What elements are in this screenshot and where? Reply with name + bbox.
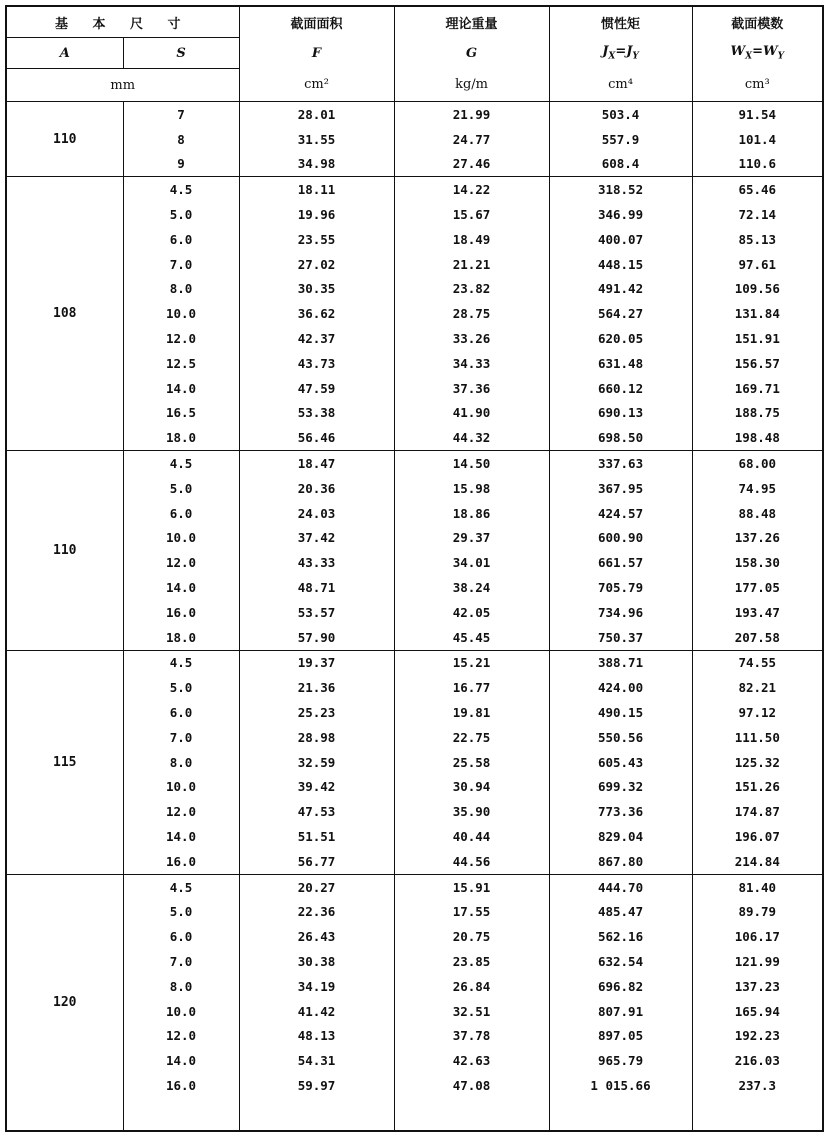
modulus-unit: cm³: [692, 69, 823, 102]
modulus-cell: 193.47: [692, 600, 823, 625]
table-row: [6, 177, 823, 202]
s-cell: 18.0: [123, 425, 239, 450]
modulus-cell: 151.91: [692, 326, 823, 351]
weight-title: 理论重量: [394, 6, 549, 38]
inertia-cell: 557.9: [549, 127, 692, 152]
s-cell: 9: [123, 152, 239, 177]
table-row: [6, 799, 823, 824]
weight-cell: 38.24: [394, 575, 549, 600]
area-cell: 23.55: [239, 227, 394, 252]
modulus-cell: 188.75: [692, 401, 823, 426]
modulus-cell: 109.56: [692, 277, 823, 302]
s-cell: 10.0: [123, 301, 239, 326]
modulus-cell: 121.99: [692, 949, 823, 974]
s-cell: 16.0: [123, 600, 239, 625]
weight-cell: 42.05: [394, 600, 549, 625]
modulus-cell: 137.26: [692, 526, 823, 551]
s-cell: 5.0: [123, 202, 239, 227]
area-cell: 21.36: [239, 675, 394, 700]
inertia-cell: 660.12: [549, 376, 692, 401]
area-cell: 28.98: [239, 725, 394, 750]
section-properties-table: [5, 5, 824, 1132]
area-cell: 54.31: [239, 1048, 394, 1073]
table-row: [6, 202, 823, 227]
modulus-cell: 151.26: [692, 775, 823, 800]
table-row: [6, 127, 823, 152]
weight-cell: 15.67: [394, 202, 549, 227]
area-cell: 28.01: [239, 102, 394, 127]
table-row: [6, 824, 823, 849]
a-group-cell: 108: [6, 177, 123, 451]
s-cell: 12.0: [123, 1023, 239, 1048]
modulus-cell: 91.54: [692, 102, 823, 127]
inertia-cell: 337.63: [549, 451, 692, 476]
inertia-symbol: $J_X=J_Y$: [549, 38, 692, 69]
area-symbol: F: [239, 38, 394, 69]
s-cell: 7.0: [123, 725, 239, 750]
s-cell: 10.0: [123, 526, 239, 551]
weight-cell: 29.37: [394, 526, 549, 551]
inertia-unit: cm⁴: [549, 69, 692, 102]
area-cell: 32.59: [239, 750, 394, 775]
weight-cell: 25.58: [394, 750, 549, 775]
table-row: [6, 750, 823, 775]
s-cell: 5.0: [123, 900, 239, 925]
s-cell: 16.0: [123, 1073, 239, 1098]
weight-cell: 45.45: [394, 625, 549, 650]
modulus-cell: 74.55: [692, 650, 823, 675]
area-cell: 48.13: [239, 1023, 394, 1048]
weight-cell: 34.01: [394, 550, 549, 575]
area-cell: 18.11: [239, 177, 394, 202]
weight-cell: 18.49: [394, 227, 549, 252]
modulus-cell: 169.71: [692, 376, 823, 401]
weight-cell: 16.77: [394, 675, 549, 700]
area-cell: 42.37: [239, 326, 394, 351]
table-row: [6, 425, 823, 450]
s-cell: 10.0: [123, 775, 239, 800]
table-row: [6, 152, 823, 177]
basic-dimensions-header: 基 本 尺 寸: [6, 6, 239, 38]
inertia-cell: 690.13: [549, 401, 692, 426]
s-cell: 5.0: [123, 476, 239, 501]
area-cell: 48.71: [239, 575, 394, 600]
area-cell: 34.19: [239, 974, 394, 999]
modulus-cell: 137.23: [692, 974, 823, 999]
area-cell: 30.35: [239, 277, 394, 302]
s-cell: 14.0: [123, 1048, 239, 1073]
inertia-cell: 661.57: [549, 550, 692, 575]
s-cell: 4.5: [123, 177, 239, 202]
table-row: [6, 1048, 823, 1073]
s-cell: 12.5: [123, 351, 239, 376]
inertia-cell: 550.56: [549, 725, 692, 750]
table-row: [6, 351, 823, 376]
inertia-cell: 448.15: [549, 252, 692, 277]
weight-symbol: G: [394, 38, 549, 69]
s-cell: 14.0: [123, 824, 239, 849]
weight-cell: 21.21: [394, 252, 549, 277]
modulus-cell: 111.50: [692, 725, 823, 750]
inertia-cell: 696.82: [549, 974, 692, 999]
area-cell: 19.37: [239, 650, 394, 675]
s-cell: 12.0: [123, 550, 239, 575]
area-cell: 34.98: [239, 152, 394, 177]
blank-cell: [692, 1098, 823, 1131]
s-cell: 8: [123, 127, 239, 152]
weight-cell: 37.78: [394, 1023, 549, 1048]
inertia-cell: 631.48: [549, 351, 692, 376]
weight-cell: 30.94: [394, 775, 549, 800]
table-row: [6, 974, 823, 999]
inertia-cell: 705.79: [549, 575, 692, 600]
inertia-cell: 699.32: [549, 775, 692, 800]
modulus-cell: 131.84: [692, 301, 823, 326]
s-cell: 4.5: [123, 874, 239, 899]
area-cell: 39.42: [239, 775, 394, 800]
modulus-cell: 106.17: [692, 924, 823, 949]
modulus-cell: 214.84: [692, 849, 823, 874]
table-row: [6, 949, 823, 974]
modulus-cell: 89.79: [692, 900, 823, 925]
modulus-cell: 85.13: [692, 227, 823, 252]
weight-cell: 20.75: [394, 924, 549, 949]
section-properties-table-wrapper: [5, 5, 822, 1132]
area-cell: 56.46: [239, 425, 394, 450]
area-cell: 25.23: [239, 700, 394, 725]
area-cell: 59.97: [239, 1073, 394, 1098]
weight-cell: 32.51: [394, 999, 549, 1024]
inertia-cell: 773.36: [549, 799, 692, 824]
area-cell: 41.42: [239, 999, 394, 1024]
inertia-cell: 897.05: [549, 1023, 692, 1048]
inertia-cell: 965.79: [549, 1048, 692, 1073]
table-row: [6, 924, 823, 949]
weight-cell: 14.50: [394, 451, 549, 476]
table-row: [6, 401, 823, 426]
blank-cell: [123, 1098, 239, 1131]
inertia-title: 惯性矩: [549, 6, 692, 38]
area-cell: 27.02: [239, 252, 394, 277]
area-cell: 20.36: [239, 476, 394, 501]
inertia-cell: 346.99: [549, 202, 692, 227]
table-row: [6, 476, 823, 501]
modulus-symbol: $W_X=W_Y$: [692, 38, 823, 69]
table-row: [6, 725, 823, 750]
modulus-title: 截面模数: [692, 6, 823, 38]
a-group-cell: 110: [6, 102, 123, 177]
s-cell: 6.0: [123, 501, 239, 526]
table-body: [6, 102, 823, 1131]
area-cell: 26.43: [239, 924, 394, 949]
inertia-cell: 491.42: [549, 277, 692, 302]
inertia-cell: 318.52: [549, 177, 692, 202]
area-title: 截面面积: [239, 6, 394, 38]
modulus-cell: 165.94: [692, 999, 823, 1024]
modulus-cell: 65.46: [692, 177, 823, 202]
weight-cell: 17.55: [394, 900, 549, 925]
weight-cell: 14.22: [394, 177, 549, 202]
s-cell: 6.0: [123, 227, 239, 252]
modulus-cell: 125.32: [692, 750, 823, 775]
blank-cell: [394, 1098, 549, 1131]
s-cell: 4.5: [123, 650, 239, 675]
area-cell: 47.59: [239, 376, 394, 401]
modulus-cell: 158.30: [692, 550, 823, 575]
table-row: [6, 775, 823, 800]
table-row: [6, 376, 823, 401]
area-cell: 36.62: [239, 301, 394, 326]
table-row: [6, 650, 823, 675]
inertia-cell: 564.27: [549, 301, 692, 326]
inertia-cell: 388.71: [549, 650, 692, 675]
weight-cell: 44.32: [394, 425, 549, 450]
s-cell: 14.0: [123, 376, 239, 401]
s-cell: 7: [123, 102, 239, 127]
weight-cell: 34.33: [394, 351, 549, 376]
weight-cell: 37.36: [394, 376, 549, 401]
table-row: [6, 227, 823, 252]
modulus-cell: 88.48: [692, 501, 823, 526]
table-row: [6, 874, 823, 899]
area-cell: 37.42: [239, 526, 394, 551]
weight-cell: 41.90: [394, 401, 549, 426]
s-cell: 4.5: [123, 451, 239, 476]
inertia-cell: 367.95: [549, 476, 692, 501]
area-cell: 19.96: [239, 202, 394, 227]
table-row: [6, 700, 823, 725]
s-cell: 12.0: [123, 799, 239, 824]
modulus-cell: 216.03: [692, 1048, 823, 1073]
weight-cell: 28.75: [394, 301, 549, 326]
table-row: [6, 277, 823, 302]
weight-cell: 19.81: [394, 700, 549, 725]
area-cell: 53.57: [239, 600, 394, 625]
s-cell: 16.5: [123, 401, 239, 426]
area-cell: 47.53: [239, 799, 394, 824]
s-cell: 7.0: [123, 252, 239, 277]
modulus-cell: 101.4: [692, 127, 823, 152]
weight-cell: 23.82: [394, 277, 549, 302]
inertia-cell: 734.96: [549, 600, 692, 625]
a-group-cell: 120: [6, 874, 123, 1131]
blank-cell: [239, 1098, 394, 1131]
weight-cell: 44.56: [394, 849, 549, 874]
table-row: [6, 326, 823, 351]
table-row: [6, 675, 823, 700]
s-cell: 16.0: [123, 849, 239, 874]
area-cell: 57.90: [239, 625, 394, 650]
table-row: [6, 999, 823, 1024]
table-row: [6, 600, 823, 625]
inertia-cell: 632.54: [549, 949, 692, 974]
inertia-cell: 444.70: [549, 874, 692, 899]
inertia-cell: 750.37: [549, 625, 692, 650]
a-group-cell: 115: [6, 650, 123, 874]
table-row-blank: [6, 1098, 823, 1131]
table-row: [6, 550, 823, 575]
modulus-cell: 156.57: [692, 351, 823, 376]
a-group-cell: 110: [6, 451, 123, 650]
inertia-cell: 829.04: [549, 824, 692, 849]
area-cell: 31.55: [239, 127, 394, 152]
weight-cell: 33.26: [394, 326, 549, 351]
weight-cell: 15.21: [394, 650, 549, 675]
inertia-cell: 503.4: [549, 102, 692, 127]
inertia-cell: 605.43: [549, 750, 692, 775]
s-cell: 18.0: [123, 625, 239, 650]
area-cell: 43.33: [239, 550, 394, 575]
inertia-cell: 485.47: [549, 900, 692, 925]
weight-cell: 21.99: [394, 102, 549, 127]
s-cell: 6.0: [123, 924, 239, 949]
inertia-cell: 698.50: [549, 425, 692, 450]
s-cell: 8.0: [123, 750, 239, 775]
modulus-cell: 110.6: [692, 152, 823, 177]
weight-unit: kg/m: [394, 69, 549, 102]
inertia-cell: 608.4: [549, 152, 692, 177]
inertia-cell: 867.80: [549, 849, 692, 874]
weight-cell: 22.75: [394, 725, 549, 750]
weight-cell: 27.46: [394, 152, 549, 177]
s-cell: 10.0: [123, 999, 239, 1024]
table-row: [6, 451, 823, 476]
inertia-cell: 424.00: [549, 675, 692, 700]
table-row: [6, 102, 823, 127]
inertia-cell: 1 015.66: [549, 1073, 692, 1098]
modulus-cell: 198.48: [692, 425, 823, 450]
weight-cell: 42.63: [394, 1048, 549, 1073]
inertia-cell: 490.15: [549, 700, 692, 725]
table-row: [6, 849, 823, 874]
modulus-cell: 97.12: [692, 700, 823, 725]
area-cell: 30.38: [239, 949, 394, 974]
blank-cell: [549, 1098, 692, 1131]
modulus-cell: 72.14: [692, 202, 823, 227]
inertia-cell: 600.90: [549, 526, 692, 551]
table-row: [6, 1023, 823, 1048]
weight-cell: 24.77: [394, 127, 549, 152]
modulus-cell: 207.58: [692, 625, 823, 650]
area-cell: 24.03: [239, 501, 394, 526]
col-s-header: S: [123, 38, 239, 69]
inertia-cell: 562.16: [549, 924, 692, 949]
area-cell: 22.36: [239, 900, 394, 925]
s-cell: 8.0: [123, 974, 239, 999]
modulus-cell: 196.07: [692, 824, 823, 849]
inertia-cell: 400.07: [549, 227, 692, 252]
table-row: [6, 575, 823, 600]
s-cell: 12.0: [123, 326, 239, 351]
table-row: [6, 301, 823, 326]
area-cell: 56.77: [239, 849, 394, 874]
modulus-cell: 177.05: [692, 575, 823, 600]
modulus-cell: 97.61: [692, 252, 823, 277]
table-header: [6, 6, 823, 102]
col-a-header: A: [6, 38, 123, 69]
inertia-cell: 620.05: [549, 326, 692, 351]
modulus-cell: 237.3: [692, 1073, 823, 1098]
area-cell: 18.47: [239, 451, 394, 476]
weight-cell: 47.08: [394, 1073, 549, 1098]
area-cell: 53.38: [239, 401, 394, 426]
modulus-cell: 81.40: [692, 874, 823, 899]
table-row: [6, 252, 823, 277]
s-cell: 5.0: [123, 675, 239, 700]
area-cell: 20.27: [239, 874, 394, 899]
table-row: [6, 900, 823, 925]
table-row: [6, 625, 823, 650]
modulus-cell: 174.87: [692, 799, 823, 824]
s-cell: 8.0: [123, 277, 239, 302]
weight-cell: 15.98: [394, 476, 549, 501]
weight-cell: 15.91: [394, 874, 549, 899]
weight-cell: 18.86: [394, 501, 549, 526]
modulus-cell: 192.23: [692, 1023, 823, 1048]
s-cell: 14.0: [123, 575, 239, 600]
unit-mm: mm: [6, 69, 239, 102]
modulus-cell: 82.21: [692, 675, 823, 700]
area-unit: cm²: [239, 69, 394, 102]
modulus-cell: 74.95: [692, 476, 823, 501]
inertia-cell: 807.91: [549, 999, 692, 1024]
weight-cell: 35.90: [394, 799, 549, 824]
weight-cell: 40.44: [394, 824, 549, 849]
s-cell: 6.0: [123, 700, 239, 725]
area-cell: 43.73: [239, 351, 394, 376]
weight-cell: 26.84: [394, 974, 549, 999]
s-cell: 7.0: [123, 949, 239, 974]
area-cell: 51.51: [239, 824, 394, 849]
table-row: [6, 526, 823, 551]
table-row: [6, 501, 823, 526]
weight-cell: 23.85: [394, 949, 549, 974]
modulus-cell: 68.00: [692, 451, 823, 476]
inertia-cell: 424.57: [549, 501, 692, 526]
table-row: [6, 1073, 823, 1098]
